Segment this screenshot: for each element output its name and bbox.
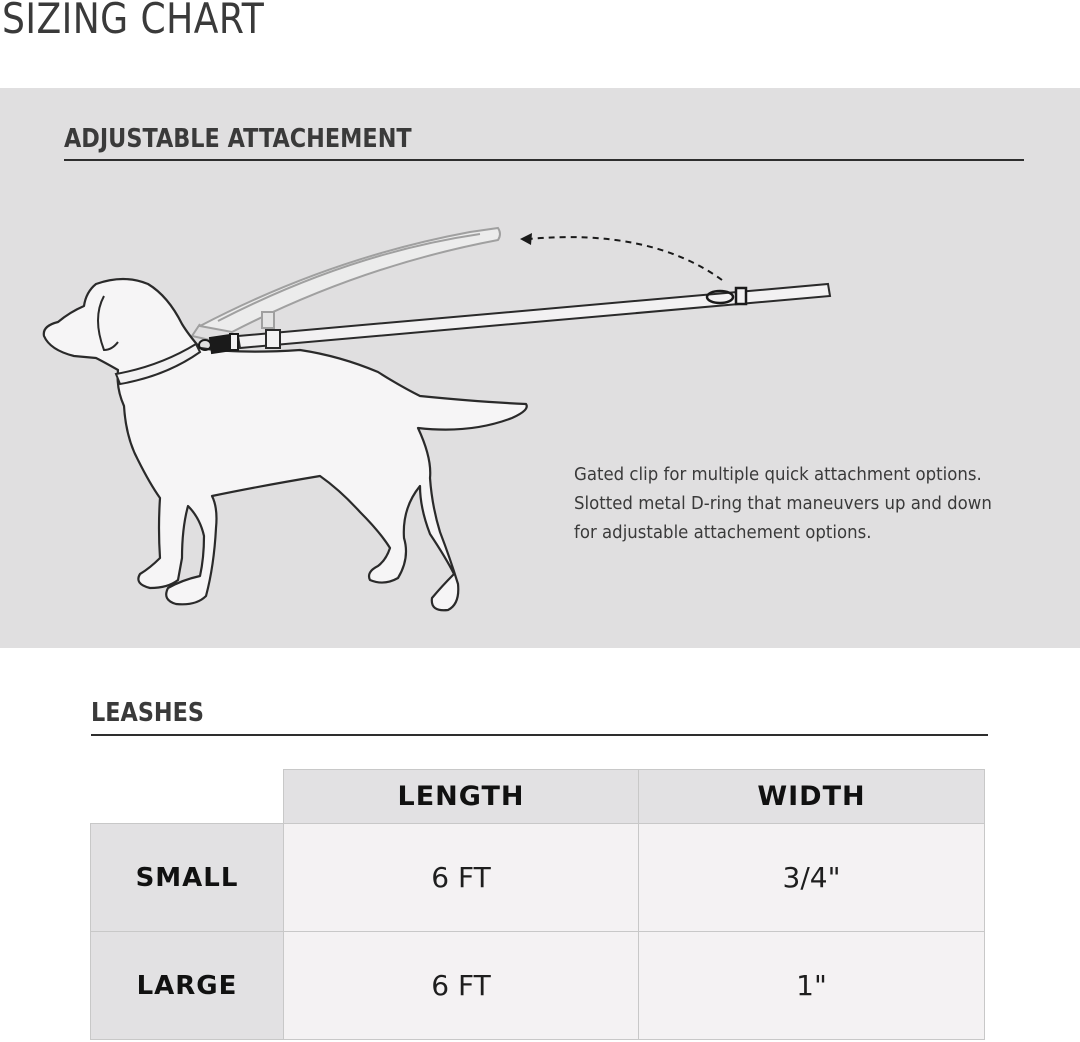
- collar-clip-icon: [199, 334, 238, 353]
- description-line: for adjustable attachement options.: [574, 522, 872, 543]
- size-table: [90, 769, 985, 1040]
- table-header-row: [91, 770, 985, 824]
- table-corner: [91, 770, 284, 824]
- attachment-heading: ADJUSTABLE ATTACHEMENT: [64, 124, 412, 154]
- column-header-width: WIDTH: [639, 770, 985, 824]
- dog-with-leash-icon: [0, 88, 1080, 648]
- arrow-head: [520, 233, 532, 245]
- dashed-arrow: [528, 237, 722, 280]
- attachment-panel: [0, 88, 1080, 648]
- row-header-size: SMALL: [91, 824, 284, 932]
- table-row: [91, 824, 985, 932]
- width-cell: 3/4": [639, 824, 985, 932]
- leashes-heading: LEASHES: [91, 698, 205, 728]
- length-cell: 6 FT: [284, 932, 639, 1040]
- width-cell: 1": [639, 932, 985, 1040]
- length-cell: 6 FT: [284, 824, 639, 932]
- leash-keeper: [266, 330, 280, 348]
- row-header-size: LARGE: [91, 932, 284, 1040]
- page-title: SIZING CHART: [2, 0, 265, 43]
- table-row: [91, 932, 985, 1040]
- column-header-length: LENGTH: [284, 770, 639, 824]
- attachment-description: [574, 460, 992, 547]
- description-line: Gated clip for multiple quick attachment options.: [574, 464, 982, 485]
- description-line: Slotted metal D-ring that maneuvers up and down: [574, 493, 992, 514]
- leashes-divider: [91, 734, 988, 736]
